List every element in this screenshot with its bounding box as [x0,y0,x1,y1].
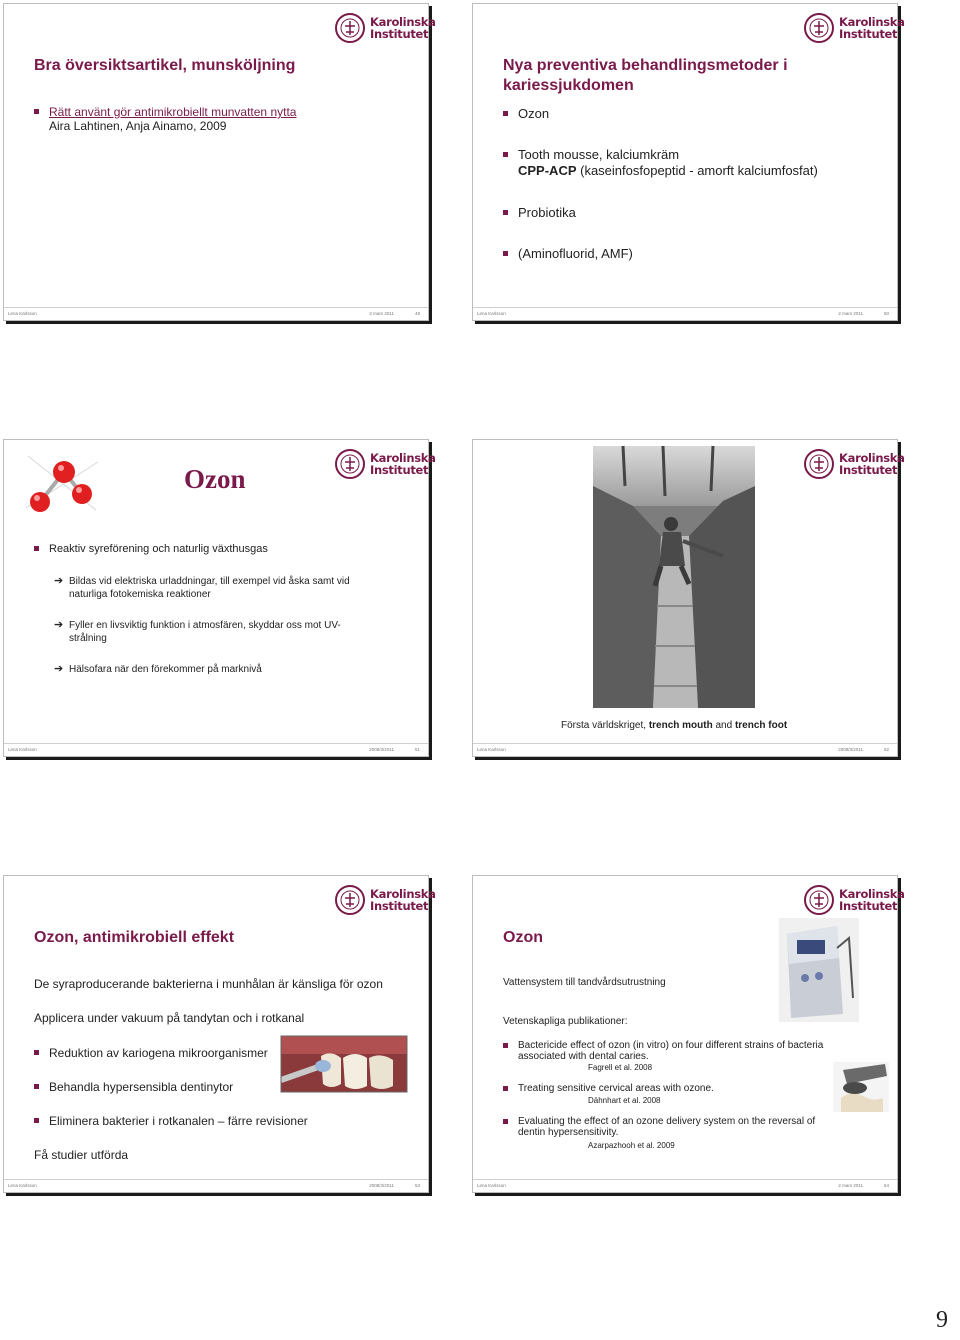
ki-seal-icon [803,12,835,44]
bullet-text: associated with dental caries. [518,1051,649,1062]
footer-author: Lena Karlsson [8,311,37,316]
footer-slide-number: 54 [883,1183,889,1188]
bullet-text: dentin hypersensitivity. [518,1127,619,1138]
page-number: 9 [936,1307,948,1333]
arrow-right-icon: ➔ [54,663,64,675]
karolinska-logo [334,884,436,918]
arrow-text: Bildas vid elektriska urladdningar, till exempel vid åska samt vid [69,576,350,587]
bullet-square-icon [34,109,39,114]
footer-slide-number: 53 [414,1183,420,1188]
ki-seal-icon [334,12,366,44]
bullet-item [49,542,268,556]
paragraph: Få studier utförda [34,1148,129,1162]
karolinska-logo [334,12,436,46]
photo-caption [561,720,787,731]
title-line1: Nya preventiva behandlingsmetoder i [503,57,788,74]
arrow-text: Hälsofara när den förekommer på marknivå [69,664,262,675]
bullet-item [49,1114,308,1128]
dental-treatment-photo [281,1036,407,1092]
slide-footer [4,743,428,756]
bullet-tooth-mousse [518,147,818,179]
paragraph: Applicera under vakuum på tandytan och i rotkanal [34,1011,305,1025]
caption-bold-text: trench mouth [648,720,713,731]
ki-seal-icon [803,448,835,480]
brand-line1: Karolinska [370,451,436,465]
bullet-item [49,1080,233,1094]
arrow-right-icon: ➔ [54,575,64,587]
footer-date: 2 mars 2011 [838,1183,863,1188]
slide-54 [472,875,905,1193]
bullet-text: Tooth mousse, kalciumkräm [518,147,680,162]
caption-text: and [712,720,735,731]
slide-footer [473,307,897,320]
paragraph: Vattensystem till tandvårdsutrustning [503,977,666,988]
footer-author: Lena Karlsson [477,311,506,316]
paragraph: De syraproducerande bakterierna i munhålan är känsliga för ozon [34,977,383,991]
arrow-text: Fyller en livsviktig funktion i atmosfären, skyddar oss mot UV- [69,620,341,631]
title-line2: kariessjukdomen [503,77,634,94]
brand-line2: Institutet [839,463,898,477]
caption-text: Första världskriget, [561,720,649,731]
bullet-item [518,1116,815,1138]
karolinska-logo [803,448,905,482]
slide-title: Ozon [184,464,246,494]
bullet-text: Evaluating the effect of an ozone delivery system on the reversal of [518,1116,816,1127]
footer-author: Lena Karlsson [8,1183,37,1188]
bullet-text: Reaktiv syreförening och naturlig växthusgas [49,543,268,555]
footer-author: Lena Karlsson [477,1183,506,1188]
bullet-item [518,1040,823,1062]
slide-52 [472,439,905,757]
bullet-ozon [518,106,549,122]
footer-slide-number: 51 [414,747,420,752]
article-link[interactable]: Rätt använt gör antimikrobiellt munvatten nytta [49,105,297,119]
footer-date: 2 mars 2011 [369,311,394,316]
bullet-item [518,1083,714,1094]
reference: Azarpazhooh et al. 2009 [588,1141,675,1150]
bullet-text: Ozon [518,106,550,121]
footer-slide-number: 50 [883,311,889,316]
slide-51 [3,439,436,757]
bullet-square-icon [503,1043,508,1048]
bullet-text: Eliminera bakterier i rotkanalen – färre revisioner [49,1114,308,1128]
brand-line1: Karolinska [839,887,905,901]
karolinska-logo [803,12,905,46]
slide-title: Bra översiktsartikel, munsköljning [34,57,296,74]
bullet-amf [518,246,633,262]
slide-footer [473,743,897,756]
bullet-text: Treating sensitive cervical areas with ozone. [518,1083,714,1094]
bullet-square-icon [34,1084,39,1089]
slide-title: Ozon, antimikrobiell effekt [34,929,235,946]
reference: Dähnhart et al. 2008 [588,1096,661,1105]
slide-49 [3,3,436,321]
bullet-text: (Aminofluorid, AMF) [518,246,633,261]
slide-50 [472,3,905,321]
bullet-text: Reduktion av kariogena mikroorganismer [49,1046,268,1060]
paragraph: Vetenskapliga publikationer: [503,1016,628,1027]
brand-line1: Karolinska [370,887,436,901]
arrow-item [54,619,341,645]
ozone-handpiece-photo [833,1062,889,1112]
arrow-text: strålning [69,633,107,644]
footer-date: 2 mars 2011 [838,311,863,316]
bullet-text: Probiotika [518,205,576,220]
slide-53 [3,875,436,1193]
brand-line1: Karolinska [370,15,436,29]
bullet-square-icon [503,210,508,215]
ki-seal-icon [334,448,366,480]
caption-bold-text: trench foot [734,720,788,731]
bullet-item [49,1046,268,1060]
bullet-square-icon [503,251,508,256]
arrow-right-icon: ➔ [54,619,64,631]
trench-photo [593,446,755,708]
brand-line1: Karolinska [839,451,905,465]
bullet-square-icon [34,1118,39,1123]
bullet-square-icon [503,1086,508,1091]
slide-footer [473,1179,897,1192]
footer-author: Lena Karlsson [477,747,506,752]
bullet-square-icon [503,111,508,116]
bullet-square-icon [503,1119,508,1124]
slide-footer [4,1179,428,1192]
brand-line2: Institutet [839,899,898,913]
arrow-text: naturliga fotokemiska reaktioner [69,589,211,600]
arrow-item [54,575,350,601]
bullet-bold-text: CPP-ACP [518,163,577,178]
karolinska-logo [334,448,436,482]
brand-line2: Institutet [370,463,429,477]
footer-slide-number: 52 [883,747,889,752]
footer-slide-number: 49 [414,311,420,316]
footer-date: 2008/3/2011 [838,747,863,752]
bullet-square-icon [503,152,508,157]
bullet-item [49,105,409,133]
slide-title: Ozon [503,929,543,946]
brand-line1: Karolinska [839,15,905,29]
reference: Fagrell et al. 2008 [588,1063,653,1072]
bullet-square-icon [34,1050,39,1055]
slide-title [503,56,833,96]
bullet-text: Behandla hypersensibla dentinytor [49,1080,234,1094]
karolinska-logo [803,884,905,918]
article-authors: Aira Lahtinen, Anja Ainamo, 2009 [49,119,227,133]
ki-seal-icon [803,884,835,916]
ki-seal-icon [334,884,366,916]
footer-date: 2008/3/2011 [369,747,394,752]
slide-footer [4,307,428,320]
bullet-probiotika [518,205,576,221]
footer-author: Lena Karlsson [8,747,37,752]
bullet-square-icon [34,546,39,551]
ozone-molecule-icon [16,448,106,520]
footer-date: 2008/3/2011 [369,1183,394,1188]
ozone-device-photo [779,918,859,1022]
bullet-text-rest: (kaseinfosfopeptid - amorft kalciumfosfat) [576,163,818,178]
brand-line2: Institutet [370,27,429,41]
brand-line2: Institutet [370,899,429,913]
brand-line2: Institutet [839,27,898,41]
arrow-item [54,663,262,676]
bullet-text: Bactericide effect of ozon (in vitro) on four different strains of bacteria [518,1040,824,1051]
